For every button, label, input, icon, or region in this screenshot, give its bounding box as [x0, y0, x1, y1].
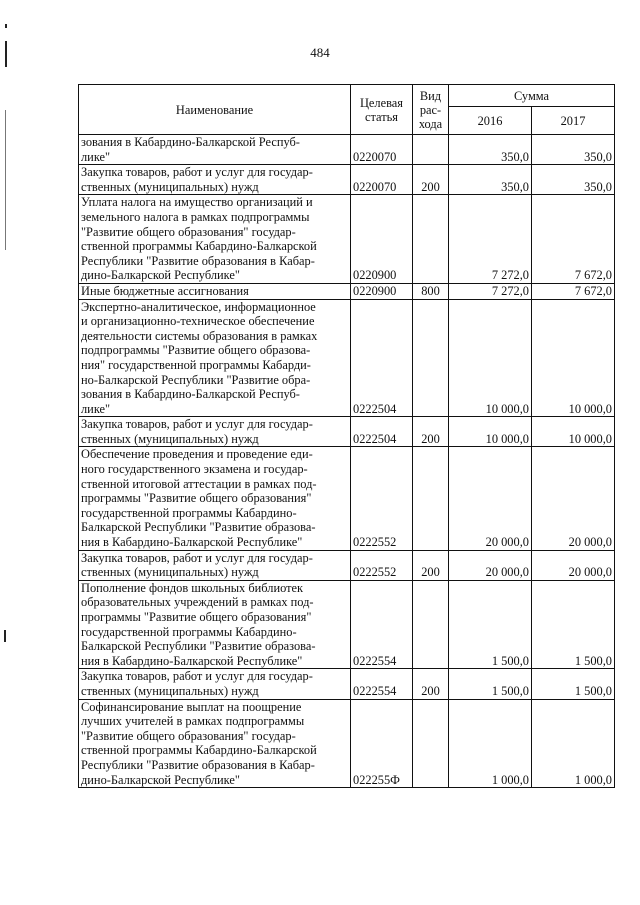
row-code: 0220900	[351, 195, 413, 284]
row-kind	[413, 195, 449, 284]
row-name: Закупка товаров, работ и услуг для государ- ственных (муниципальных) нужд	[79, 165, 351, 195]
row-amount-2017: 350,0	[532, 165, 615, 195]
row-name: Уплата налога на имущество организаций и земельного налога в рамках подпрограммы "Развитие общего образования" государ- ственной программы Кабардино-Балкарской Республики "Развитие образования в Кабар- дино-Балкарской Республике"	[79, 195, 351, 284]
row-kind	[413, 299, 449, 417]
table-row	[79, 165, 615, 195]
row-kind	[413, 699, 449, 788]
row-name: Закупка товаров, работ и услуг для государ- ственных (муниципальных) нужд	[79, 417, 351, 447]
row-code: 022255Ф	[351, 699, 413, 788]
row-amount-2017: 20 000,0	[532, 447, 615, 550]
row-amount-2016: 350,0	[449, 165, 532, 195]
table-row	[79, 550, 615, 580]
table-row	[79, 669, 615, 699]
row-kind: 200	[413, 165, 449, 195]
budget-table	[78, 84, 615, 788]
scan-edge-mark	[5, 110, 6, 250]
row-code: 0222504	[351, 417, 413, 447]
header-code	[351, 85, 413, 135]
row-amount-2016: 7 272,0	[449, 283, 532, 299]
row-amount-2016: 1 000,0	[449, 699, 532, 788]
row-amount-2017: 10 000,0	[532, 417, 615, 447]
row-amount-2016: 10 000,0	[449, 417, 532, 447]
row-amount-2016: 20 000,0	[449, 447, 532, 550]
header-code-label: Целевая статья	[359, 95, 404, 124]
table-header	[79, 85, 615, 135]
table-body	[79, 135, 615, 788]
row-code: 0220070	[351, 135, 413, 165]
row-kind: 200	[413, 669, 449, 699]
row-code: 0222504	[351, 299, 413, 417]
row-kind: 200	[413, 417, 449, 447]
row-amount-2017: 1 500,0	[532, 669, 615, 699]
row-kind: 200	[413, 550, 449, 580]
row-name: Пополнение фондов школьных библиотек образовательных учреждений в рамках под- программы "Развитие общего образования" государственной программы Кабардино- Балкарской Республики "Развитие образова- ния в Кабардино-Балкарской Республике"	[79, 580, 351, 669]
table-row	[79, 447, 615, 550]
row-code: 0222552	[351, 550, 413, 580]
row-name: Обеспечение проведения и проведение еди- ного государственного экзамена и государ- ственной итоговой аттестации в рамках под- программы "Развитие общего образования" государственной программы Кабардино- Балкарской Республики "Развитие образова- ния в Кабардино-Балкарской Республике"	[79, 447, 351, 550]
row-amount-2017: 1 000,0	[532, 699, 615, 788]
table-row	[79, 195, 615, 284]
table-row	[79, 283, 615, 299]
row-code: 0222554	[351, 580, 413, 669]
row-name: зования в Кабардино-Балкарской Респуб- лике"	[79, 135, 351, 165]
row-kind	[413, 580, 449, 669]
header-sum: Сумма	[449, 85, 615, 107]
row-name: Иные бюджетные ассигнования	[79, 283, 351, 299]
scan-edge-mark	[4, 630, 6, 642]
row-amount-2016: 1 500,0	[449, 669, 532, 699]
header-kind	[413, 85, 449, 135]
row-amount-2017: 20 000,0	[532, 550, 615, 580]
row-kind	[413, 447, 449, 550]
row-kind: 800	[413, 283, 449, 299]
row-amount-2016: 7 272,0	[449, 195, 532, 284]
table-row	[79, 299, 615, 417]
row-amount-2017: 10 000,0	[532, 299, 615, 417]
row-amount-2016: 10 000,0	[449, 299, 532, 417]
row-name: Закупка товаров, работ и услуг для государ- ственных (муниципальных) нужд	[79, 550, 351, 580]
table-row	[79, 135, 615, 165]
table-row	[79, 699, 615, 788]
row-amount-2017: 7 672,0	[532, 195, 615, 284]
row-amount-2017: 1 500,0	[532, 580, 615, 669]
table-row	[79, 580, 615, 669]
row-code: 0222552	[351, 447, 413, 550]
scan-edge-mark	[5, 24, 7, 28]
row-amount-2016: 1 500,0	[449, 580, 532, 669]
table-row	[79, 417, 615, 447]
header-name: Наименование	[79, 85, 351, 135]
row-code: 0220070	[351, 165, 413, 195]
row-name: Софинансирование выплат на поощрение лучших учителей в рамках подпрограммы "Развитие общего образования" государ- ственной программы Кабардино-Балкарской Республики "Развитие образования в Кабар- дино-Балкарской Республике"	[79, 699, 351, 788]
page-number: 484	[310, 45, 330, 60]
header-year-2017: 2017	[532, 107, 615, 135]
header-kind-label: Вид рас- хода	[418, 88, 443, 131]
row-code: 0222554	[351, 669, 413, 699]
row-kind	[413, 135, 449, 165]
row-name: Закупка товаров, работ и услуг для государ- ственных (муниципальных) нужд	[79, 669, 351, 699]
row-amount-2016: 350,0	[449, 135, 532, 165]
header-year-2016: 2016	[449, 107, 532, 135]
row-amount-2016: 20 000,0	[449, 550, 532, 580]
row-code: 0220900	[351, 283, 413, 299]
row-amount-2017: 7 672,0	[532, 283, 615, 299]
row-name: Экспертно-аналитическое, информационное и организационно-техническое обеспечение деятельности системы образования в рамках подпрограммы "Развитие общего образова- ния" государственной программы Кабарди- но-Балкарской Республики "Развитие обра- зования в Кабардино-Балкарской Респуб- лике"	[79, 299, 351, 417]
row-amount-2017: 350,0	[532, 135, 615, 165]
